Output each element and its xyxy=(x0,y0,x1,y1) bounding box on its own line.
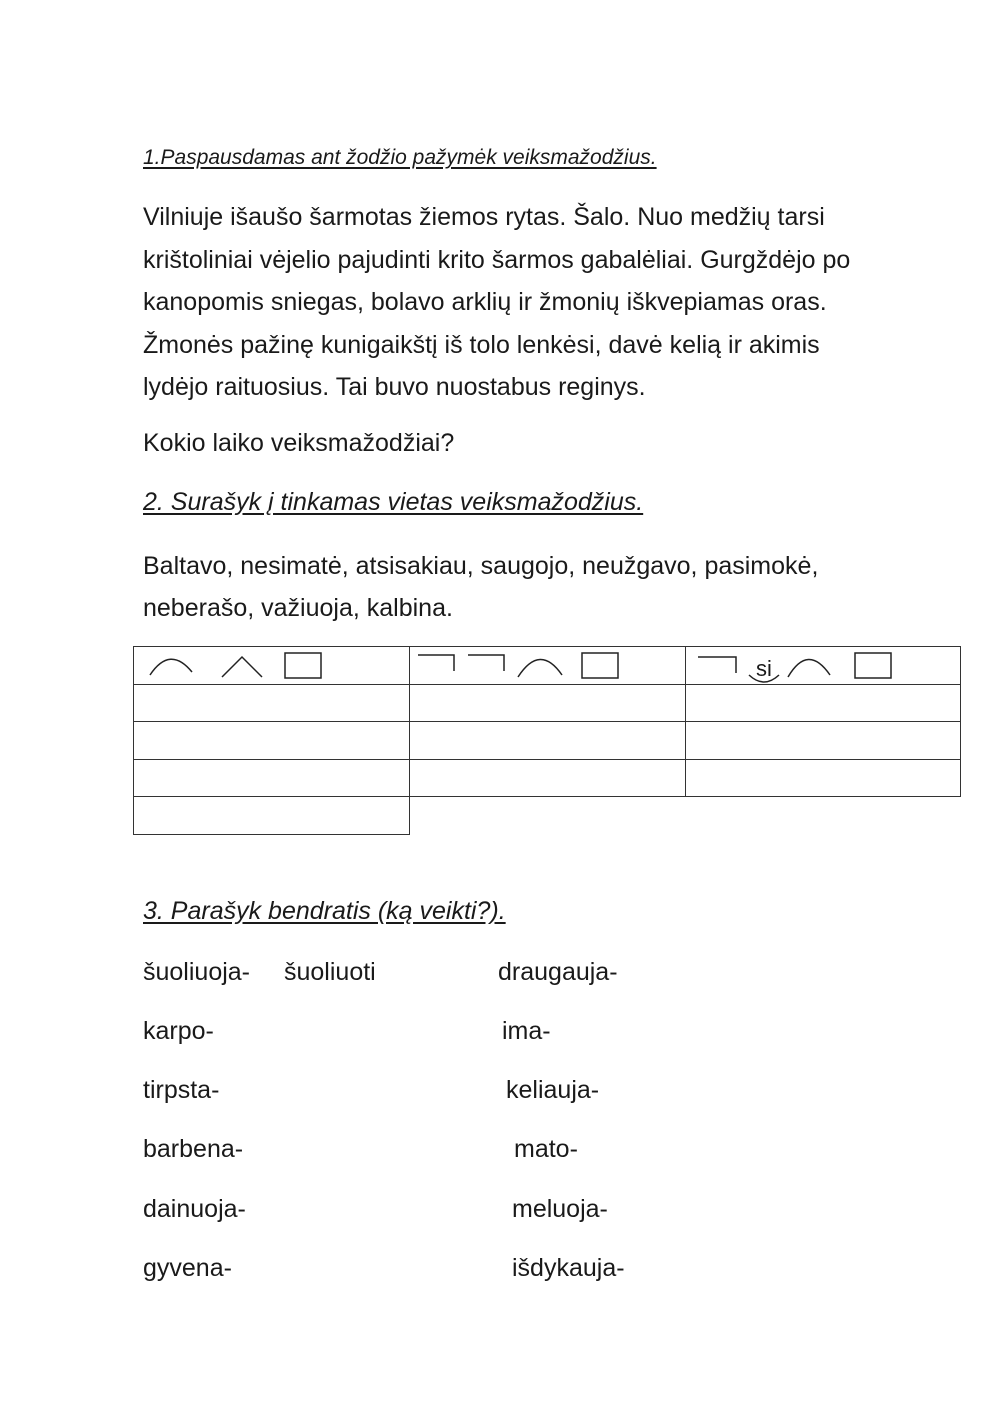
prefix-icon xyxy=(468,655,504,671)
word-list-line: neberašo, važiuoja, kalbina. xyxy=(143,594,453,622)
answer-cell[interactable] xyxy=(411,723,683,757)
table-line xyxy=(409,646,410,835)
table-line xyxy=(960,646,961,797)
answer-cell[interactable] xyxy=(687,723,959,757)
word-structure-diagram-3 xyxy=(690,645,910,690)
exercise-prompt: barbena- xyxy=(143,1135,244,1163)
exercise-prompt: meluoja- xyxy=(512,1195,608,1223)
table-line xyxy=(133,759,961,760)
exercise-answer[interactable]: šuoliuoti xyxy=(284,958,376,986)
task3-heading: 3. Parašyk bendratis (ką veikti?). xyxy=(143,897,506,925)
answer-cell[interactable] xyxy=(687,761,959,795)
table-line xyxy=(133,834,410,835)
ending-box-icon xyxy=(285,653,321,678)
answer-cell[interactable] xyxy=(411,686,683,720)
exercise-prompt: gyvena- xyxy=(143,1254,232,1282)
task1-question: Kokio laiko veiksmažodžiai? xyxy=(143,429,455,457)
paragraph-line[interactable]: lydėjo raituosius. Tai buvo nuostabus reginys. xyxy=(143,373,646,401)
task2-word-list xyxy=(143,545,818,629)
answer-cell[interactable] xyxy=(135,798,407,832)
prefix-icon xyxy=(418,655,454,671)
table-line xyxy=(133,796,961,797)
paragraph-line[interactable]: kanopomis sniegas, bolavo arklių ir žmonių iškvepiamas oras. xyxy=(143,288,827,316)
root-arc-icon xyxy=(518,659,562,677)
task1-heading: 1.Paspausdamas ant žodžio pažymėk veiksmažodžius. xyxy=(143,146,657,169)
table-line xyxy=(133,646,134,835)
table-line xyxy=(685,646,686,797)
task1-paragraph[interactable] xyxy=(143,196,973,409)
exercise-prompt: mato- xyxy=(514,1135,578,1163)
answer-cell[interactable] xyxy=(135,723,407,757)
word-structure-diagram-1 xyxy=(140,645,340,685)
paragraph-line[interactable]: Vilniuje išaušo šarmotas žiemos rytas. Šalo. Nuo medžių tarsi xyxy=(143,203,825,231)
answer-cell[interactable] xyxy=(411,761,683,795)
paragraph-line[interactable]: Žmonės pažinę kunigaikštį iš tolo lenkėsi, davė kelią ir akimis xyxy=(143,330,820,359)
answer-cell[interactable] xyxy=(135,686,407,720)
root-arc-icon xyxy=(150,659,192,675)
exercise-prompt: šuoliuoja- xyxy=(143,958,251,986)
exercise-prompt: karpo- xyxy=(143,1017,214,1045)
root-arc-icon xyxy=(788,659,830,677)
answer-cell[interactable] xyxy=(687,686,959,720)
exercise-prompt: tirpsta- xyxy=(143,1076,220,1104)
table-line xyxy=(133,721,961,722)
exercise-prompt: draugauja- xyxy=(498,958,618,986)
answer-cell[interactable] xyxy=(135,761,407,795)
exercise-prompt: keliauja- xyxy=(506,1076,600,1104)
prefix-icon xyxy=(698,657,736,673)
suffix-arc-icon xyxy=(222,657,262,677)
exercise-prompt: ima- xyxy=(502,1017,551,1045)
reflexive-prefix-label: si xyxy=(756,656,772,681)
ending-box-icon xyxy=(582,653,618,678)
exercise-prompt: dainuoja- xyxy=(143,1195,246,1223)
word-structure-diagram-2 xyxy=(412,645,632,685)
word-list-line: Baltavo, nesimatė, atsisakiau, saugojo, neužgavo, pasimokė, xyxy=(143,552,819,580)
task2-heading: 2. Surašyk į tinkamas vietas veiksmažodžius. xyxy=(143,488,644,516)
ending-box-icon xyxy=(855,653,891,678)
paragraph-line[interactable]: krištoliniai vėjelio pajudinti krito šarmos gabalėliai. Gurgždėjo po xyxy=(143,245,851,274)
exercise-prompt: išdykauja- xyxy=(512,1254,625,1282)
